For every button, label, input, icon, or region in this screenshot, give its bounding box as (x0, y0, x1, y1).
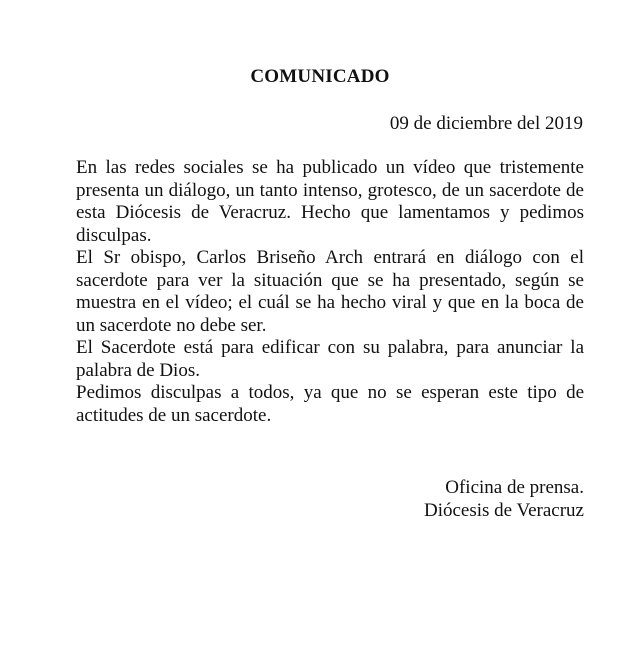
signature-office: Oficina de prensa. (445, 477, 584, 498)
document-title: COMUNICADO (250, 66, 390, 87)
body-paragraph-3: El Sacerdote está para edificar con su palabra, para anunciar la palabra de Dios. (76, 337, 584, 381)
document-date: 09 de diciembre del 2019 (389, 113, 583, 134)
signature-diocese: Diócesis de Veracruz (423, 499, 584, 521)
body-paragraph-1: En las redes sociales se ha publicado un vídeo que tristemente presenta un diálogo, un tanto intenso, grotesco, de un sacerdote de esta Diócesis de Veracruz. Hecho que lamentamos y pedimos disculpas. (76, 157, 584, 246)
document-body (76, 157, 584, 427)
body-paragraph-4: Pedimos disculpas a todos, ya que no se esperan este tipo de actitudes de un sacerdote. (76, 382, 584, 426)
signature-block (424, 477, 584, 522)
body-paragraph-2: El Sr obispo, Carlos Briseño Arch entrará en diálogo con el sacerdote para ver la situación que se ha presentado, según se muestra en el vídeo; el cuál se ha hecho viral y que en la boca de un sacerdote no debe ser. (76, 247, 584, 336)
